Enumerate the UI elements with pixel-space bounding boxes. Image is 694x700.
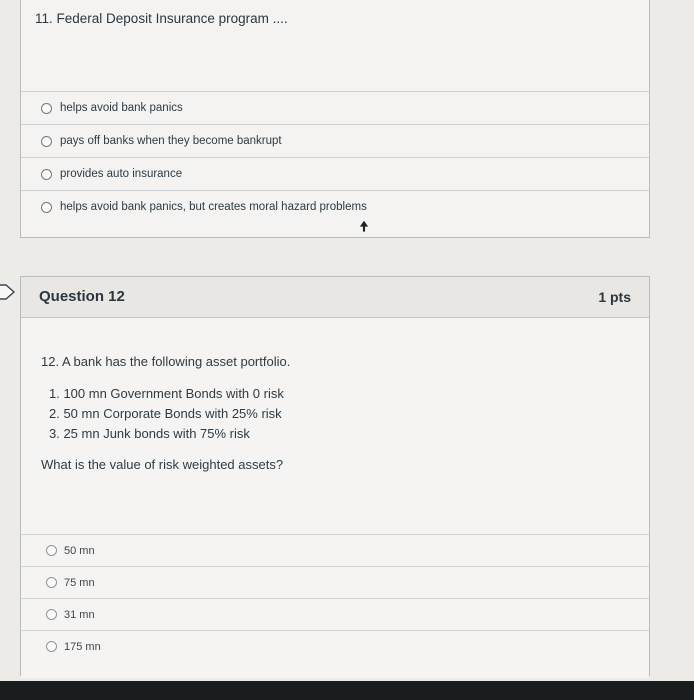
question-body <box>21 318 649 678</box>
question-11-text: 11. Federal Deposit Insurance program .... <box>35 11 288 26</box>
radio-button[interactable] <box>41 103 52 114</box>
answer-label: 31 mn <box>64 608 95 621</box>
answer-label: 50 mn <box>64 544 95 557</box>
radio-button[interactable] <box>46 545 57 556</box>
answer-label: pays off banks when they become bankrupt <box>60 135 282 147</box>
answer-label: provides auto insurance <box>60 168 183 180</box>
answer-option[interactable] <box>21 534 649 566</box>
portfolio-list <box>49 384 284 444</box>
list-item: 1. 100 mn Government Bonds with 0 risk <box>49 386 284 401</box>
screen-bezel <box>0 681 694 700</box>
radio-button[interactable] <box>46 577 57 588</box>
list-item: 2. 50 mn Corporate Bonds with 25% risk <box>49 406 282 421</box>
answer-option[interactable] <box>21 566 649 598</box>
answer-option[interactable] <box>21 598 649 630</box>
mouse-cursor-icon <box>359 220 369 232</box>
radio-button[interactable] <box>46 609 57 620</box>
question-11-answers <box>21 91 649 223</box>
radio-button[interactable] <box>41 202 52 213</box>
answer-label: helps avoid bank panics <box>60 102 183 114</box>
question-stem: 12. A bank has the following asset portfolio. <box>41 354 291 369</box>
question-12-card <box>20 276 650 676</box>
question-prompt: What is the value of risk weighted assets? <box>41 457 284 472</box>
radio-button[interactable] <box>46 641 57 652</box>
answer-label: helps avoid bank panics, but creates moral hazard problems <box>60 201 367 213</box>
question-11-card <box>20 0 650 238</box>
answer-option[interactable] <box>21 124 649 157</box>
answer-option[interactable] <box>21 630 649 662</box>
answer-label: 75 mn <box>64 576 95 589</box>
answer-option[interactable] <box>21 91 649 124</box>
question-points: 1 pts <box>598 289 631 305</box>
list-item: 3. 25 mn Junk bonds with 75% risk <box>49 426 250 441</box>
radio-button[interactable] <box>41 136 52 147</box>
question-header <box>21 277 649 318</box>
answer-option[interactable] <box>21 190 649 223</box>
question-12-answers <box>21 534 649 662</box>
radio-button[interactable] <box>41 169 52 180</box>
answer-label: 175 mn <box>64 640 101 653</box>
answer-option[interactable] <box>21 157 649 190</box>
caret-right-icon[interactable] <box>0 282 16 302</box>
question-title: Question 12 <box>39 288 125 305</box>
